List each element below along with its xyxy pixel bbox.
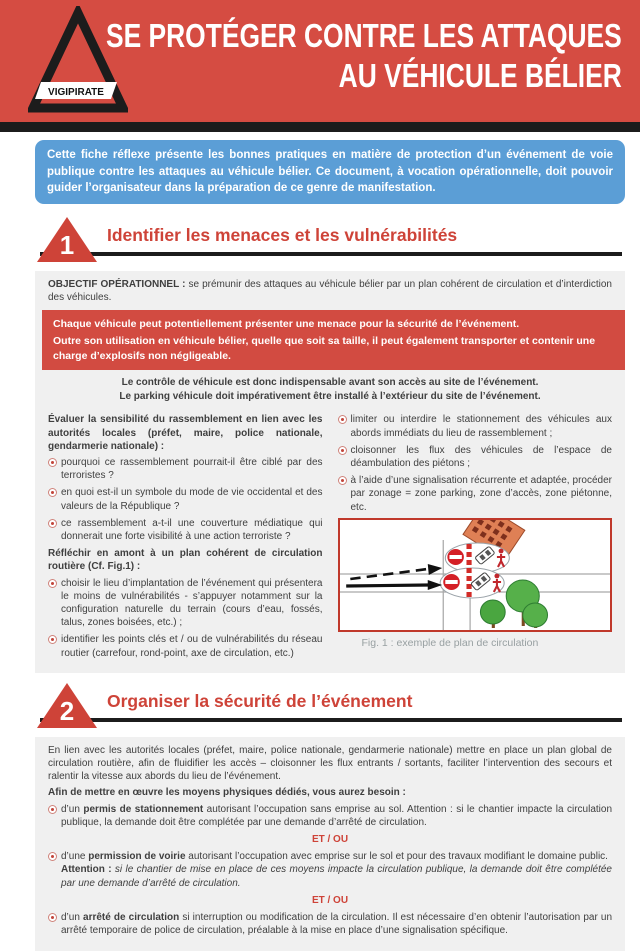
circulation-plan-figure	[340, 520, 611, 630]
list-item-text: ce rassemblement a-t-il une couverture médiatique qui donnerait une forte visibilité à une action terroriste ?	[61, 517, 323, 543]
page-title-line2: AU VÉHICULE BÉLIER	[338, 57, 622, 94]
section1-number: 1	[59, 229, 75, 260]
alert-box	[42, 310, 625, 371]
section2-rule	[40, 718, 622, 722]
flow-arrow-dashed-icon	[350, 564, 442, 579]
attention-label: Attention :	[61, 864, 115, 876]
target-bullet-icon	[338, 446, 347, 455]
header-banner	[0, 0, 640, 122]
right-column	[338, 410, 613, 663]
intro-callout: Cette fiche réflexe présente les bonnes pratiques en matière de protection d’un événement de voie publique contre les attaques au véhicule bélier. Ce document, à vocation opérationnelle, doit pouvoir guider l’organisateur dans la préparation de ce genre de manifestation.	[35, 140, 625, 204]
section2-number: 2	[59, 695, 75, 726]
section2-header	[35, 686, 625, 732]
bullet1-rest: autorisant l’occupation sans emprise au sol. Attention : si le chantier impacte la circulation publique, la demande doit être complétée par une demande d’arrêté de circulation.	[61, 803, 613, 828]
left-heading-1: Évaluer la sensibilité du rassemblement en lien avec les autorités locales (préfet, maire, police nationale, gendarmerie nationale) :	[48, 414, 323, 452]
control-line2: Le parking véhicule doit impérativement être installé à l’extérieur du site de l’événement.	[119, 390, 541, 402]
section1-columns	[48, 410, 612, 663]
figure-box	[338, 518, 613, 632]
objective-paragraph	[48, 278, 612, 304]
list-item	[48, 486, 323, 512]
section2-intro: En lien avec les autorités locales (préfet, maire, police nationale, gendarmerie nationale) mettre en place un plan global de circulation routière, afin de fluidifier les accès – cloisonner les flux entrants / sortants, faciliter l’intervention des secours et ralentir la vitesse aux abords du lieu de l’événement.	[48, 744, 612, 783]
logo-text: VIGIPIRATE	[48, 87, 104, 98]
list-item-text: cloisonner les flux des véhicules de l’espace de déambulation des piétons ;	[350, 444, 612, 470]
bullet3-rest: si interruption ou modification de la circulation. Il est nécessaire d’en obtenir l’autorisation par un arrêté temporaire de police de circulation, préalable à la mise en place d’une signalisation spécifique.	[61, 912, 613, 937]
page-title	[106, 16, 622, 96]
bullet2-rest: autorisant l’occupation avec emprise sur le sol et pour des travaux modifiant le domaine public.	[185, 851, 608, 863]
bullet1-term: permis de stationnement	[83, 803, 204, 815]
objective-text: se prémunir des attaques au véhicule bélier par un plan cohérent de circulation et d’interdiction des véhicules.	[48, 278, 612, 303]
list-item	[338, 444, 613, 470]
section1-rule	[40, 252, 622, 256]
section1-panel	[35, 271, 625, 673]
section2-title: Organiser la sécurité de l’événement	[107, 690, 413, 711]
alert-line2: Outre son utilisation en véhicule bélier, quelle que soit sa taille, il peut également transporter et contenir une charge d’explosifs non négligeable.	[53, 335, 596, 362]
target-bullet-icon	[48, 579, 57, 588]
list-item	[48, 633, 323, 659]
bullet3-term: arrêté de circulation	[83, 912, 180, 924]
needs-heading: Afin de mettre en œuvre les moyens physiques dédiés, vous aurez besoin :	[48, 787, 406, 799]
list-item	[338, 474, 613, 514]
target-bullet-icon	[48, 913, 57, 922]
list-item	[48, 803, 612, 829]
section1-header	[35, 220, 625, 266]
attention-text: si le chantier de mise en place de ces moyens impacte la circulation publique, la demande doit être complétée par une demande d’arrêté de circulation.	[61, 864, 612, 889]
list-item	[48, 911, 612, 937]
control-line1: Le contrôle de véhicule est donc indispensable avant son accès au site de l’événement.	[121, 377, 539, 389]
list-item	[338, 413, 613, 439]
objective-label: OBJECTIF OPÉRATIONNEL :	[48, 278, 186, 290]
bullet3-prefix: d’un	[61, 912, 84, 924]
list-item-text: en quoi est-il un symbole du mode de vie occidental et des valeurs de la République ?	[61, 487, 323, 512]
et-ou-separator: ET / OU	[311, 834, 349, 846]
list-item	[48, 456, 323, 482]
list-item	[48, 850, 612, 890]
target-bullet-icon	[48, 458, 57, 467]
list-item-text: identifier les points clés et / ou de vulnérabilités du réseau routier (carrefour, rond-point, axe de circulation, etc.)	[61, 634, 323, 659]
no-entry-icon	[447, 549, 464, 565]
list-item-text: choisir le lieu d’implantation de l’événement qui présentera le moins de vulnérabilités - s’appuyer notamment sur la configuration naturelle du terrain (cours d’eau, fossés, talus, zones boisées, etc.) ;	[61, 577, 323, 629]
target-bullet-icon	[48, 852, 57, 861]
top-divider-bar	[0, 122, 640, 132]
left-column	[48, 410, 323, 663]
target-bullet-icon	[48, 519, 57, 528]
flow-arrow-solid-icon	[346, 580, 442, 590]
alert-line1: Chaque véhicule peut potentiellement présenter une menace pour la sécurité de l’événement.	[53, 317, 520, 330]
section1-title: Identifier les menaces et les vulnérabilités	[107, 224, 458, 245]
target-bullet-icon	[48, 805, 57, 814]
target-bullet-icon	[48, 488, 57, 497]
target-bullet-icon	[338, 415, 347, 424]
left-heading-2: Réfléchir en amont à un plan cohérent de circulation routière (Cf. Fig.1) :	[48, 548, 323, 573]
tree-icon	[522, 603, 547, 628]
target-bullet-icon	[48, 635, 57, 644]
control-note	[48, 376, 612, 403]
no-entry-icon	[443, 574, 460, 590]
bullet1-prefix: d’un	[61, 803, 84, 815]
list-item	[48, 517, 323, 543]
list-item-text: limiter ou interdire le stationnement des véhicules aux abords immédiats du lieu de rassemblement ;	[350, 414, 612, 439]
bullet2-prefix: d’une	[61, 851, 89, 863]
list-item-text: pourquoi ce rassemblement pourrait-il être ciblé par des terroristes ?	[61, 457, 323, 482]
list-item-text: à l’aide d’une signalisation récurrente et adaptée, procéder par zonage = zone parking, zone d’accès, zone piétonne, etc.	[350, 475, 612, 513]
page-title-line1: SE PROTÉGER CONTRE LES ATTAQUES	[106, 17, 622, 54]
et-ou-separator: ET / OU	[311, 894, 349, 906]
list-item	[48, 577, 323, 630]
tree-icon	[480, 600, 505, 628]
figure-caption: Fig. 1 : exemple de plan de circulation	[361, 636, 539, 649]
target-bullet-icon	[338, 476, 347, 485]
section2-panel	[35, 737, 625, 951]
bullet2-term: permission de voirie	[88, 851, 186, 863]
